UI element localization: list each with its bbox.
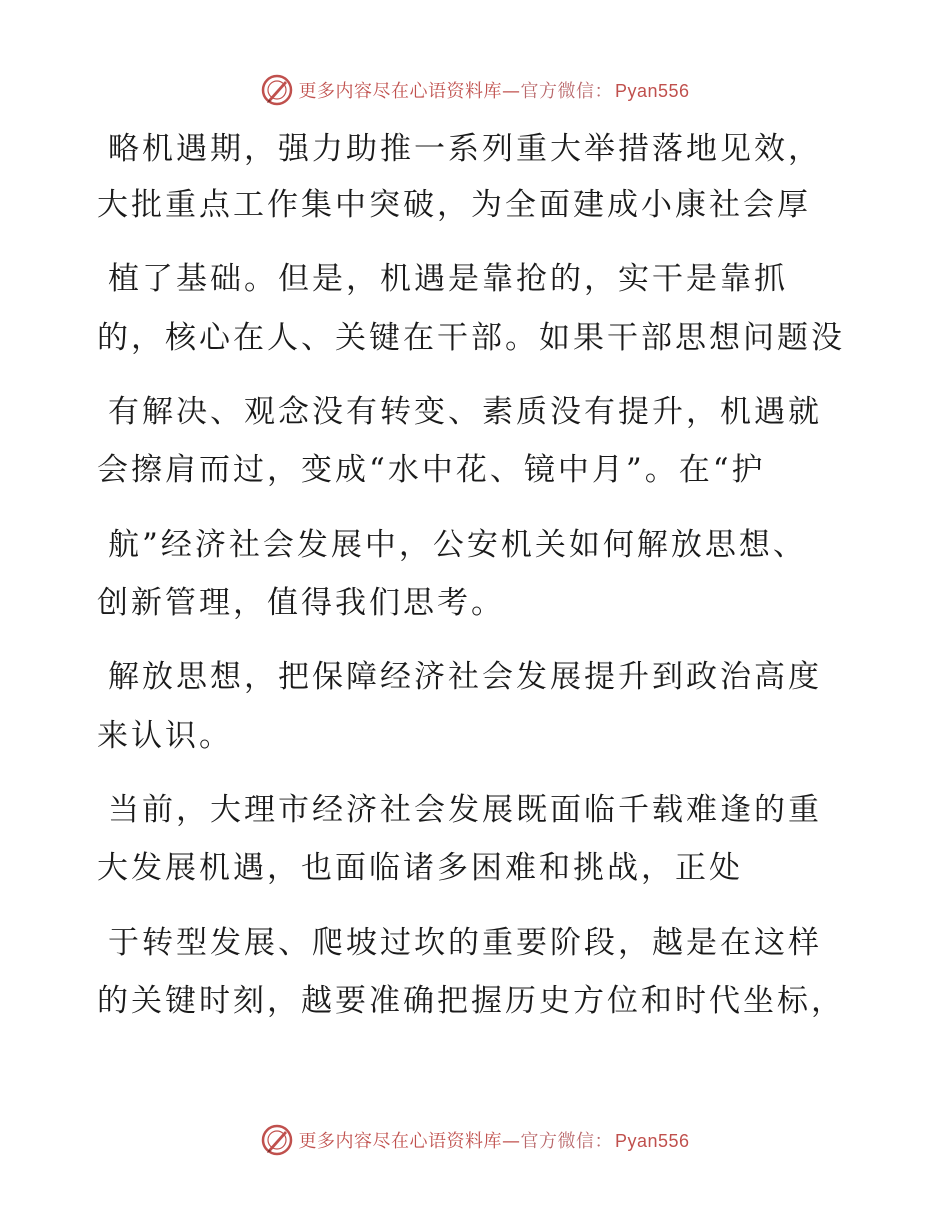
body-line: 当前，大理市经济社会发展既面临千载难逢的重 — [108, 792, 822, 828]
pen-logo-icon — [260, 1123, 294, 1157]
header-banner-wechat-handle: Pyan556 — [614, 81, 690, 101]
footer-banner-text — [298, 1127, 689, 1153]
body-line: 于转型发展、爬坡过坎的重要阶段，越是在这样 — [108, 925, 822, 961]
body-line: 创新管理，值得我们思考。 — [97, 585, 505, 621]
body-line: 航”经济社会发展中，公安机关如何解放思想、 — [108, 527, 807, 563]
body-line: 植了基础。但是，机遇是靠抢的，实干是靠抓 — [108, 261, 788, 297]
body-line: 有解决、观念没有转变、素质没有提升，机遇就 — [108, 394, 822, 430]
header-banner-wechat-label: 官方微信： — [520, 81, 613, 102]
body-line: 会擦肩而过，变成“水中花、镜中月”。在“护 — [97, 452, 766, 488]
body-line: 大批重点工作集中突破，为全面建成小康社会厚 — [97, 187, 811, 223]
body-line: 大发展机遇，也面临诸多困难和挑战，正处 — [97, 850, 743, 886]
footer-banner-wechat-handle: Pyan556 — [614, 1131, 690, 1151]
body-line: 的关键时刻，越要准确把握历史方位和时代坐标， — [97, 983, 845, 1019]
body-line: 的，核心在人、关键在干部。如果干部思想问题没 — [97, 320, 845, 356]
footer-banner — [0, 1120, 950, 1160]
body-line: 解放思想，把保障经济社会发展提升到政治高度 — [108, 659, 822, 695]
header-banner-dash: — — [501, 81, 521, 102]
body-line: 来认识。 — [97, 718, 233, 754]
footer-banner-wechat-label: 官方微信： — [520, 1131, 613, 1152]
header-banner-main: 更多内容尽在心语资料库 — [298, 81, 502, 102]
body-line: 略机遇期，强力助推一系列重大举措落地见效， — [108, 131, 822, 167]
footer-banner-dash: — — [501, 1131, 521, 1152]
footer-banner-main: 更多内容尽在心语资料库 — [298, 1131, 502, 1152]
